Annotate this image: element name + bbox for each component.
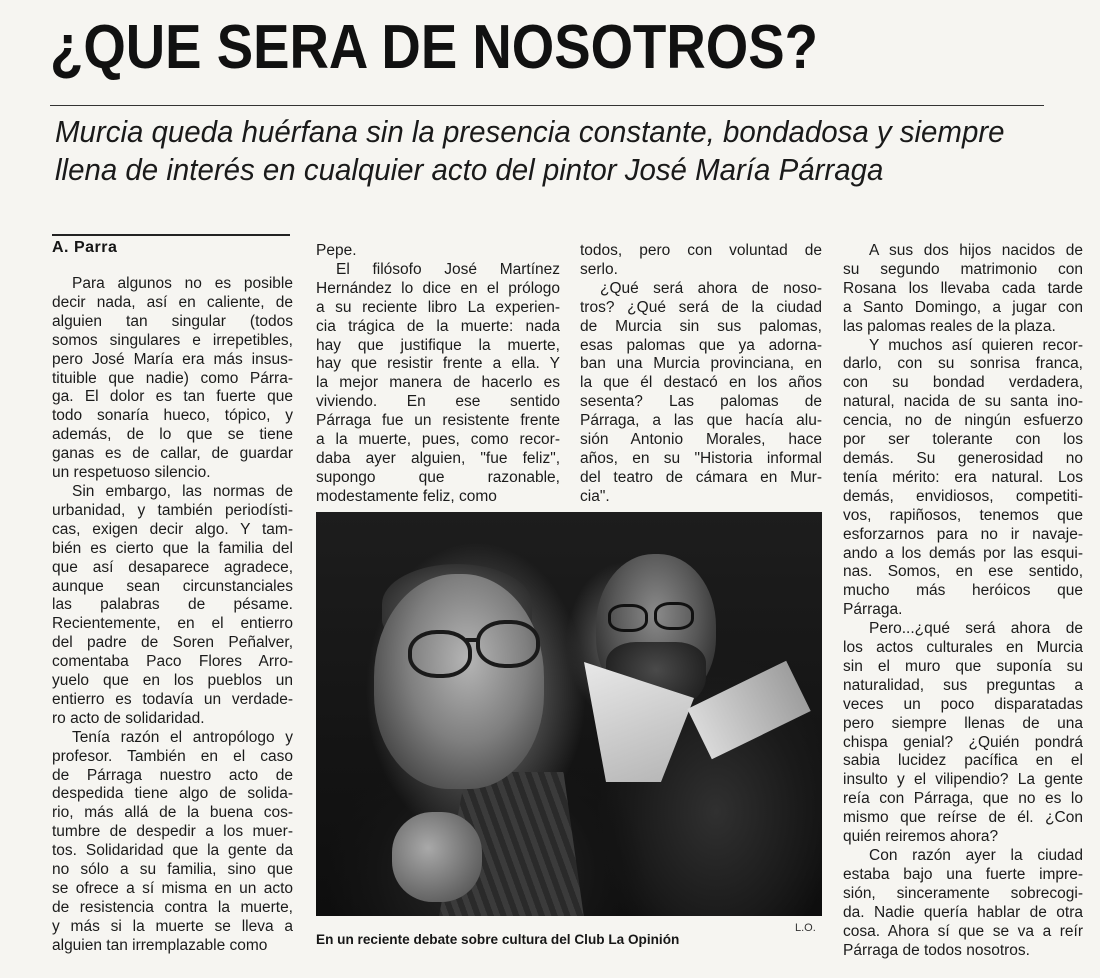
article-photo <box>316 512 822 916</box>
article-line: hay que justifique la muerte, <box>316 336 560 354</box>
article-line: todo sonaría hueco, tópico, y <box>52 407 293 425</box>
article-line: las palomas reales de la plaza. <box>843 317 1056 335</box>
article-line: urbanidad, y también periodísti- <box>52 501 293 519</box>
article-line: sesenta? Las palomas de <box>580 393 822 411</box>
article-line: Párraga fue un resistente frente <box>316 412 560 430</box>
article-line: y más si la muerte se lleva a <box>52 917 293 935</box>
photo-credit: L.O. <box>795 922 816 934</box>
article-line: cas, exigen decir algo. Y tam- <box>52 520 293 538</box>
article-line: rio, más allá de la buena cos- <box>52 804 293 822</box>
article-line: cia trágica de la muerte: nada <box>316 317 560 335</box>
article-line: tumbre de despedir a los muer- <box>52 823 293 841</box>
article-line: comentaba Paco Flores Arro- <box>52 653 293 671</box>
article-line: ga. El dolor es tan fuerte que <box>52 388 293 406</box>
article-line: ban una Murcia provinciana, en <box>580 355 822 373</box>
subheadline-line: Murcia queda huérfana sin la presencia constante, bondadosa y siempre <box>55 114 1005 149</box>
article-line: años, en su "Historia informal <box>580 449 822 467</box>
article-line: por ser tolerante con los <box>843 431 1083 449</box>
article-line: de Párraga nuestro acto de <box>52 766 293 784</box>
article-line: mismo que reírse de él. ¿Con <box>843 809 1083 827</box>
article-column-2 <box>316 242 560 507</box>
article-line: decir nada, así en caliente, de <box>52 293 293 311</box>
article-line: pero siempre llenas de una <box>843 714 1083 732</box>
article-line: con su bondad verdadera, <box>843 374 1083 392</box>
article-line: tos. Solidaridad que la gente da <box>52 842 293 860</box>
article-line: Para algunos no es posible <box>72 275 293 292</box>
article-line: da. Nadie quería hablar de otra <box>843 903 1083 921</box>
article-line: sin el muro que suponía su <box>843 657 1083 675</box>
article-line: Recientemente, en el entierro <box>52 615 293 633</box>
article-line: sión, sinceramente sobrecogi- <box>843 884 1083 902</box>
article-line: a su reciente libro La experien- <box>316 298 560 316</box>
article-line: la que él destacó en los años <box>580 374 822 392</box>
article-line: mucho más heróicos que <box>843 582 1083 600</box>
article-line: entierro es todavía un verdade- <box>52 690 293 708</box>
photo-glasses <box>654 602 694 630</box>
article-line: tros? ¿Qué será de la ciudad <box>580 298 822 316</box>
article-line: cencia, no de ningún esfuerzo <box>843 412 1083 430</box>
article-line: reía con Párraga, que no es lo <box>843 790 1083 808</box>
article-line: que así desaparece agradece, <box>52 558 293 576</box>
article-line: ro acto de solidaridad. <box>52 709 205 727</box>
article-line: se ofrece a sí misma en un acto <box>52 880 293 897</box>
article-line: serlo. <box>580 260 618 278</box>
photo-glasses <box>408 630 472 678</box>
article-line: Sin embargo, las normas de <box>72 482 293 500</box>
article-line: pero José María era más insus- <box>52 350 293 368</box>
byline-rule <box>52 234 290 236</box>
byline: A. Parra <box>52 239 118 256</box>
article-line: profesor. También en el caso <box>52 747 293 765</box>
article-line: demás. Su generosidad no <box>843 449 1083 467</box>
article-line: veces un poco disparatadas <box>843 695 1083 713</box>
article-line: Rosana los llevaba cada tarde <box>843 279 1083 297</box>
article-line: vos, rapiñosos, tenemos que <box>843 506 1083 524</box>
article-line: quién reiremos ahora? <box>843 828 999 846</box>
article-line: ando a los demás por las esqui- <box>843 544 1083 562</box>
article-line: El filósofo José Martínez <box>336 260 560 278</box>
article-line: Tenía razón el antropólogo y <box>72 728 293 746</box>
article-line: esforzarnos para no ir navaje- <box>843 525 1083 543</box>
article-line: somos singulares e irrepetibles, <box>52 331 293 349</box>
article-line: sabia lucidez pacífica en el <box>843 752 1083 770</box>
article-line: ¿Qué será ahora de noso- <box>600 279 822 297</box>
photo-figure-foreground <box>374 574 544 789</box>
photo-glasses-bridge <box>466 638 480 642</box>
photo-glasses <box>476 620 540 668</box>
article-line: cia". <box>580 487 610 505</box>
article-line: tituible que nadie) como Párra- <box>52 369 293 387</box>
article-line: ganas es de callar, de guardar <box>52 445 293 463</box>
article-line: no sólo a su familia, sino que <box>52 861 293 879</box>
article-line: la mejor manera de hacerlo es <box>316 374 560 392</box>
article-line: Párraga. <box>843 601 903 619</box>
article-line: daba ayer alguien, "fue feliz", <box>316 449 560 467</box>
article-line: de resistencia contra la muerte, <box>52 898 293 916</box>
article-line: del padre de Soren Peñalver, <box>52 634 293 652</box>
article-line: todos, pero con voluntad de <box>580 242 822 259</box>
article-line: modestamente feliz, como <box>316 487 497 505</box>
article-column-4 <box>843 242 1083 960</box>
article-line: los actos culturales en Murcia <box>843 639 1083 657</box>
article-line: Pepe. <box>316 242 357 259</box>
article-line: insulto y el vilipendio? La gente <box>843 771 1083 789</box>
article-line: Párraga, a las que hacía alu- <box>580 412 822 430</box>
headline: ¿QUE SERA DE NOSOTROS? <box>50 13 818 82</box>
article-line: un respetuoso silencio. <box>52 464 211 482</box>
article-line: Con razón ayer la ciudad <box>869 847 1083 864</box>
article-line: cosa. Ahora sí que se va a reír <box>843 922 1083 940</box>
article-line: Hernández lo dice en el prólogo <box>316 279 560 297</box>
article-line: supongo que razonable, <box>316 468 560 486</box>
article-line: su segundo matrimonio con <box>843 260 1083 278</box>
article-line: A sus dos hijos nacidos de <box>869 242 1083 259</box>
photo-caption: En un reciente debate sobre cultura del Club La Opinión <box>316 932 680 947</box>
article-line: chispa genial? ¿Quién pondrá <box>843 733 1083 751</box>
article-line: despedida tiene algo de solida- <box>52 785 293 803</box>
article-line: alguien tan singular (todos <box>52 312 293 330</box>
article-line: del teatro de cámara en Mur- <box>580 468 822 486</box>
article-line: natural, nacida de su santa ino- <box>843 393 1083 411</box>
article-column-1 <box>52 275 293 956</box>
article-line: naturalidad, sus preguntas a <box>843 676 1083 694</box>
article-line: a Santo Domingo, a jugar con <box>843 298 1083 316</box>
article-line: darlo, con su sonrisa franca, <box>843 355 1083 373</box>
article-line: yuelo que en los pueblos un <box>52 672 293 690</box>
photo-hand <box>392 812 482 902</box>
article-line: Párraga de todos nosotros. <box>843 941 1030 959</box>
article-line: bién es cierto que la familia del <box>52 539 293 557</box>
article-line: viviendo. En ese sentido <box>316 393 560 411</box>
article-line: hay que resistir frente a ella. Y <box>316 355 560 373</box>
subheadline-line: llena de interés en cualquier acto del pintor José María Párraga <box>55 152 884 187</box>
article-line: nas. Somos, en ese sentido, <box>843 563 1083 581</box>
article-line: sión Antonio Morales, hace <box>580 431 822 449</box>
article-column-3 <box>580 242 822 507</box>
article-line: a la muerte, pues, como recor- <box>316 431 560 449</box>
article-line: estaba bajo una fuerte impre- <box>843 865 1083 883</box>
subheadline <box>55 113 1050 189</box>
article-line: aunque sean circunstanciales <box>52 577 293 595</box>
article-line: Y muchos así quieren recor- <box>869 336 1083 354</box>
article-line: alguien tan irremplazable como <box>52 936 268 954</box>
article-line: Pero...¿qué será ahora de <box>869 620 1083 638</box>
article-line: tenía mérito: era natural. Los <box>843 468 1083 486</box>
article-line: las palabras de pésame. <box>52 596 293 614</box>
article-line: de Murcia sin sus palomas, <box>580 317 822 335</box>
article-line: además, de lo que se tiene <box>52 426 293 444</box>
article-line: esas palomas que ya adorna- <box>580 336 822 354</box>
article-line: demás, envidiosos, competiti- <box>843 487 1083 505</box>
headline-rule <box>50 105 1044 106</box>
photo-glasses <box>608 604 648 632</box>
